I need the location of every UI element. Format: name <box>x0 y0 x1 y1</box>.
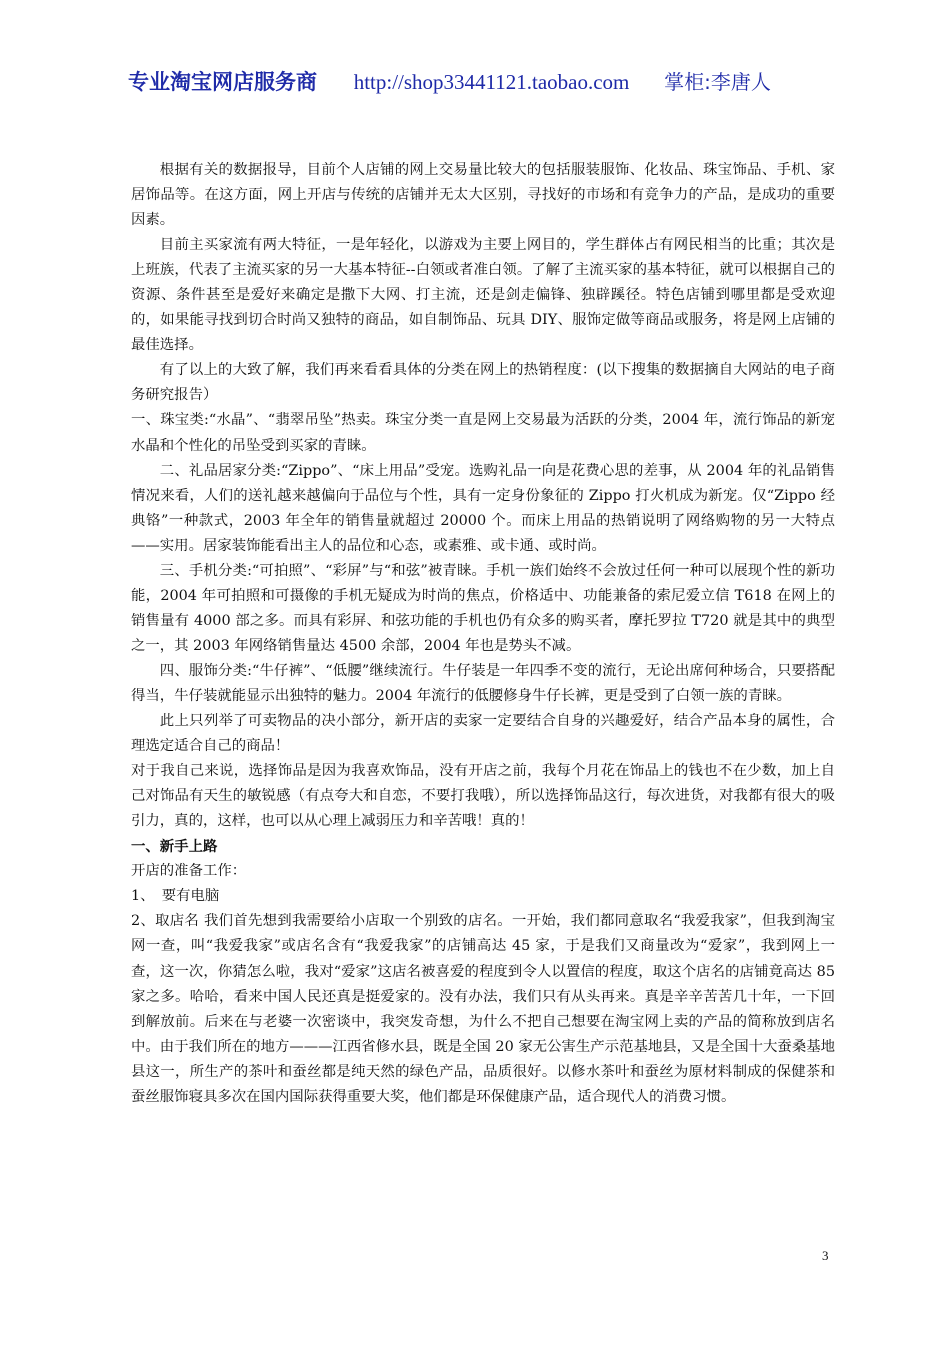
paragraph: 三、手机分类:“可拍照”、“彩屏”与“和弦”被青睐。手机一族们始终不会放过任何一种可以展现个性的新功能，2004 年可拍照和可摄像的手机无疑成为时尚的焦点，价格适中、功能兼备的索尼爱立信 T618 在网上的销售量有 4000 部之多。而具有彩屏、和弦功能的手机也仍有众多的购买者，摩托罗拉 T720 就是其中的典型之一，其 2003 年网络销售量达 4500 余部，2004 年也是势头不减。 <box>131 562 835 654</box>
shop-name: 专业淘宝网店服务商 <box>128 70 317 94</box>
paragraph: 一、珠宝类:“水晶”、“翡翠吊坠”热卖。珠宝分类一直是网上交易最为活跃的分类，2004 年，流行饰品的新宠水晶和个性化的吊坠受到买家的青睐。 <box>131 412 835 454</box>
paragraph: 开店的准备工作： <box>131 863 247 880</box>
paragraph: 根据有关的数据报导，目前个人店铺的网上交易量比较大的包括服装服饰、化妆品、珠宝饰品、手机、家居饰品等。在这方面，网上开店与传统的店铺并无太大区别，寻找好的市场和有竞争力的产品，是成功的重要因素。 <box>131 162 835 229</box>
paragraph: 有了以上的大致了解，我们再来看看具体的分类在网上的热销程度：(以下搜集的数据摘自大网站的电子商务研究报告） <box>131 362 835 404</box>
document-body <box>131 158 835 1110</box>
list-item: 1、 要有电脑 <box>131 888 220 905</box>
shop-keeper: 掌柜:李唐人 <box>664 70 771 94</box>
page-number: 3 <box>822 1248 829 1263</box>
paragraph: 二、礼品居家分类:“Zippo”、“床上用品”受宠。选购礼品一向是花费心思的差事，从 2004 年的礼品销售情况来看，人们的送礼越来越偏向于品位与个性，具有一定身份象征的 Zippo 打火机成为新宠。仅“Zippo 经典铬”一种款式，2003 年全年的销售量就超过 20000 个。而床上用品的热销说明了网络购物的另一大特点——实用。居家装饰能看出主人的品位和心态，或素雅、或卡通、或时尚。 <box>131 462 835 554</box>
paragraph: 四、服饰分类:“牛仔裤”、“低腰”继续流行。牛仔装是一年四季不变的流行，无论出席何种场合，只要搭配得当，牛仔装就能显示出独特的魅力。2004 年流行的低腰修身牛仔长裤，更是受到了白领一族的青睐。 <box>131 662 835 704</box>
shop-url-link[interactable]: http://shop33441121.taobao.com <box>353 70 630 94</box>
paragraph: 对于我自己来说，选择饰品是因为我喜欢饰品，没有开店之前，我每个月花在饰品上的钱也不在少数，加上自己对饰品有天生的敏锐感（有点夸大和自恋，不要打我哦），所以选择饰品这行，每次进货，对我都有很大的吸引力，真的，这样，也可以从心理上减弱压力和辛苦哦！真的！ <box>131 763 835 830</box>
list-item: 2、取店名 我们首先想到我需要给小店取一个别致的店名。一开始，我们都同意取名“我爱我家”，但我到淘宝网一查，叫“我爱我家”或店名含有“我爱我家”的店铺高达 45 家，于是我们又商量改为“爱家”，我到网上一查，这一次，你猜怎么啦，我对“爱家”这店名被喜爱的程度到令人以置信的程度，取这个店名的店铺竟高达 85 家之多。哈哈，看来中国人民还真是挺爱家的。没有办法，我们只有从头再来。真是辛辛苦苦几十年，一下回到解放前。后来在与老婆一次密谈中，我突发奇想，为什么不把自己想要在淘宝网上卖的产品的简称放到店名中。由于我们所在的地方———江西省修水县，既是全国 20 家无公害生产示范基地县，又是全国十大蚕桑基地县这一，所生产的茶叶和蚕丝都是纯天然的绿色产品，品质很好。以修水茶叶和蚕丝为原材料制成的保健茶和蚕丝服饰寝具多次在国内国际获得重要大奖，他们都是环保健康产品，适合现代人的消费习惯。 <box>131 913 835 1105</box>
paragraph: 此上只列举了可卖物品的决小部分，新开店的卖家一定要结合自身的兴趣爱好，结合产品本身的属性，合理选定适合自己的商品！ <box>131 713 835 755</box>
paragraph: 目前主买家流有两大特征，一是年轻化，以游戏为主要上网目的，学生群体占有网民相当的比重；其次是上班族，代表了主流买家的另一大基本特征--白领或者准白领。了解了主流买家的基本特征，就可以根据自己的资源、条件甚至是爱好来确定是撒下大网、打主流，还是剑走偏锋、独辟蹊径。特色店铺到哪里都是受欢迎的，如果能寻找到切合时尚又独特的商品，如自制饰品、玩具 DIY、服饰定做等商品或服务，将是网上店铺的最佳选择。 <box>131 237 835 354</box>
section-heading: 一、新手上路 <box>131 838 218 856</box>
page-header <box>128 66 848 96</box>
